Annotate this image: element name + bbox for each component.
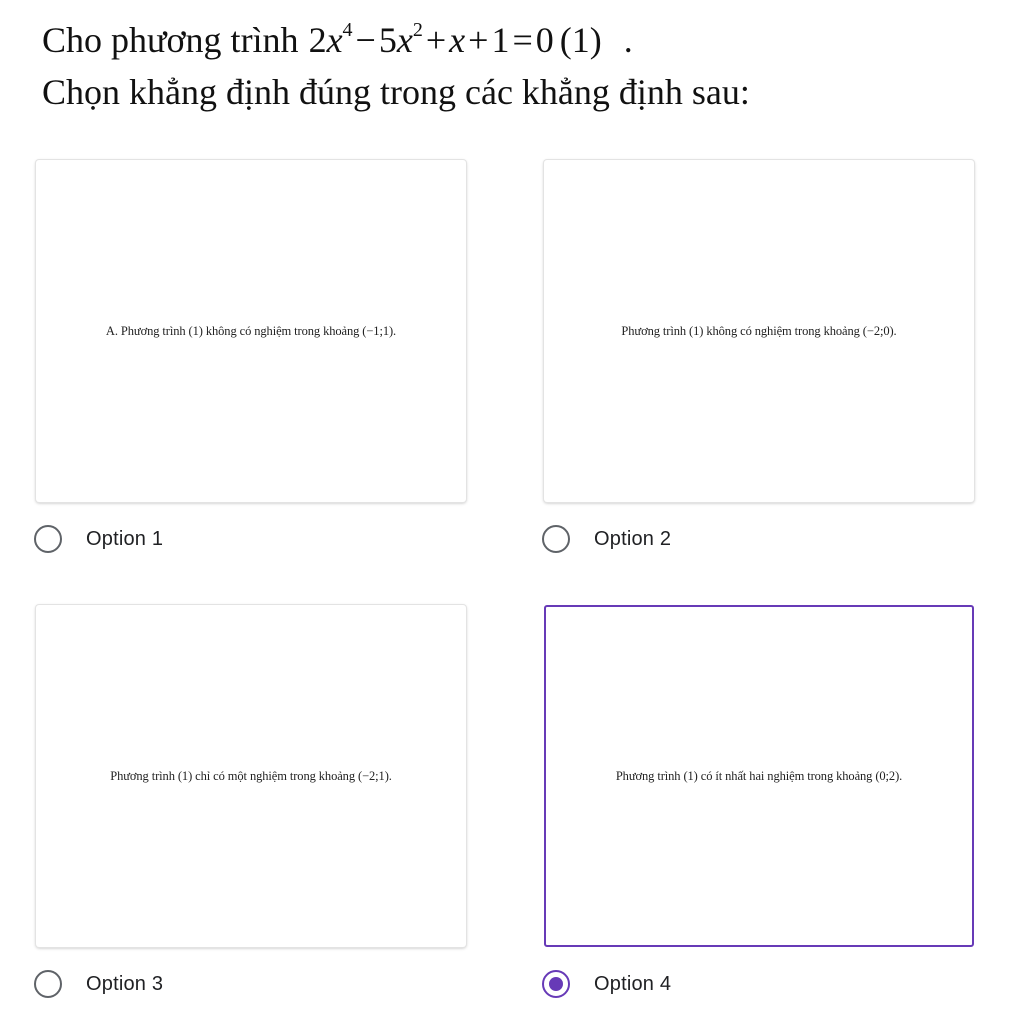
question-text (42, 14, 1002, 118)
option-2-radio[interactable] (542, 525, 570, 553)
option-4-image-text: Phương trình (1) có ít nhất hai nghiệm trong khoảng (0;2). (615, 768, 903, 783)
question-line-2: Chọn khẳng định đúng trong các khẳng định sau: (42, 72, 750, 112)
option-1-card[interactable] (36, 160, 466, 502)
option-3-label: Option 3 (86, 972, 164, 995)
option-3-radio[interactable] (34, 970, 62, 998)
equation: $2x^4-5x^2+x+1=0$ (1) . (308, 19, 633, 60)
option-3-image-text: Phương trình (1) chỉ có một nghiệm trong khoảng (−2;1). (110, 768, 392, 783)
option-4-card[interactable] (544, 605, 974, 947)
option-1-label: Option 1 (86, 527, 164, 550)
option-3-card[interactable] (36, 605, 466, 947)
option-4-radio[interactable] (542, 970, 570, 998)
option-2-label: Option 2 (594, 527, 672, 550)
option-4-label: Option 4 (594, 972, 672, 995)
option-3-choice[interactable] (34, 966, 163, 1002)
question-prefix: Cho phương trình (42, 20, 299, 60)
option-2-image-text: Phương trình (1) không có nghiệm trong khoảng (−2;0). (621, 323, 897, 338)
question-line-1 (42, 14, 1002, 66)
option-1-radio[interactable] (34, 525, 62, 553)
option-4-choice[interactable] (542, 966, 671, 1002)
option-2-card[interactable] (544, 160, 974, 502)
option-2-choice[interactable] (542, 521, 671, 557)
option-1-choice[interactable] (34, 521, 163, 557)
option-1-image-text: A. Phương trình (1) không có nghiệm trong khoảng (−1;1). (105, 323, 397, 338)
